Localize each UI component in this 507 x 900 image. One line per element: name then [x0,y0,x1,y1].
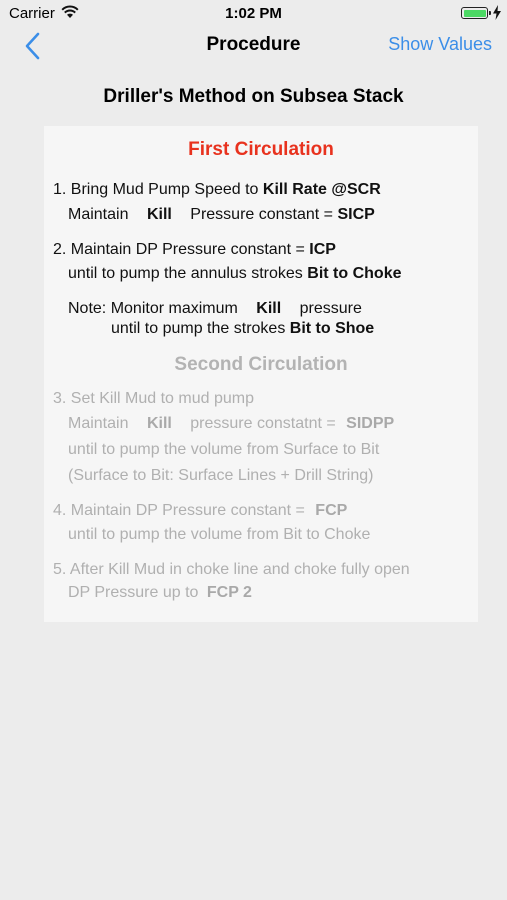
note-line2-value: Bit to Shoe [289,320,375,337]
step2-line1-text: 2. Maintain DP Pressure constant = [53,241,305,258]
step4-line1-text: 4. Maintain DP Pressure constant = [53,502,305,519]
battery-icon [461,7,488,19]
step1-line1-text: 1. Bring Mud Pump Speed to [53,181,259,198]
step4-line2: until to pump the volume from Bit to Choke [68,526,371,543]
status-time: 1:02 PM [225,5,282,22]
step3-line1: 3. Set Kill Mud to mud pump [53,390,254,407]
first-circulation-title: First Circulation [188,139,334,160]
step4-line1-value: FCP [315,502,348,519]
step3-line2-c: pressure constatnt = [190,415,336,432]
step1-line2-value: SICP [337,206,375,223]
step1-line1-value: Kill Rate @SCR [262,181,381,198]
step2-line1-value: ICP [309,241,336,258]
note-line2 [111,320,374,338]
charging-bolt-icon [493,5,501,20]
step2-line2 [68,265,401,283]
step5-line1: 5. After Kill Mud in choke line and choke fully open [53,561,410,578]
step5-line2-text: DP Pressure up to [68,584,199,601]
step5-line2 [68,584,252,602]
step3-line2 [68,415,394,433]
step3-line4: (Surface to Bit: Surface Lines + Drill String) [68,467,374,484]
carrier-label: Carrier [9,5,55,22]
step3-line3: until to pump the volume from Surface to Bit [68,441,380,458]
step3-line2-a: Maintain [68,415,129,432]
step1-line2-b: Kill [146,206,172,223]
step5-line2-value: FCP 2 [206,584,252,601]
status-bar [0,0,507,28]
step3-line2-b: Kill [146,415,172,432]
note-line2-text: until to pump the strokes [111,320,286,337]
step2-line2-value: Bit to Choke [307,265,402,282]
page-heading: Driller's Method on Subsea Stack [103,86,404,107]
nav-title: Procedure [206,34,301,55]
step1-line1 [53,181,381,199]
step1-line2-a: Maintain [68,206,129,223]
step2-line2-text: until to pump the annulus strokes [68,265,303,282]
step3-line2-value: SIDPP [346,415,395,432]
procedure-card [44,126,478,622]
note-line1-a: Note: Monitor maximum [68,300,238,317]
step1-line2 [68,206,375,224]
step1-line2-c: Pressure constant = [190,206,334,223]
note-line1-c: pressure [299,300,362,317]
second-circulation-title: Second Circulation [174,354,348,375]
note-line1 [68,300,362,318]
step4-line1 [53,502,347,520]
note-line1-b: Kill [256,300,282,317]
show-values-button[interactable]: Show Values [388,34,492,54]
navigation-bar [0,28,507,72]
step2-line1 [53,241,336,259]
